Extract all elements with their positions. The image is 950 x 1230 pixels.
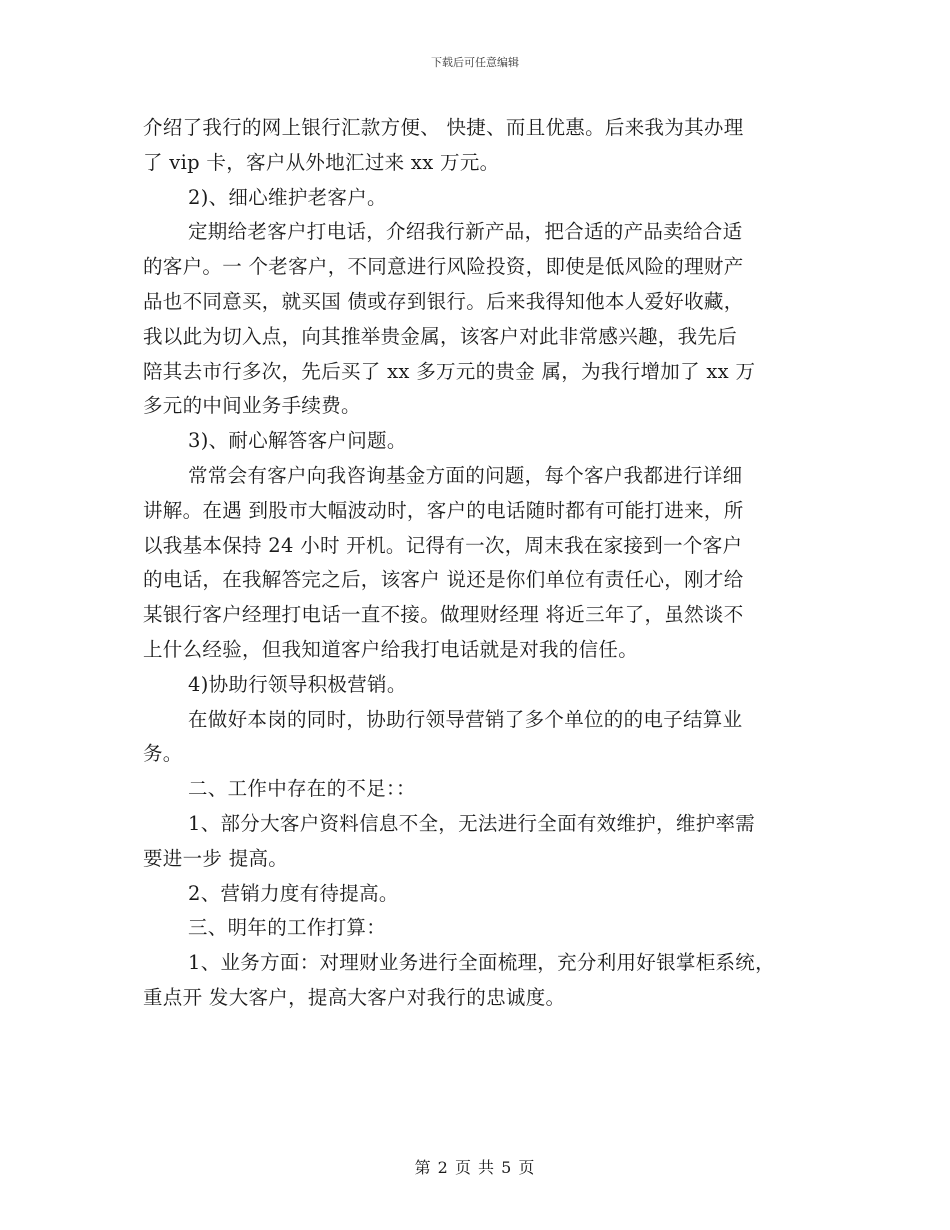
text-line: 2、营销力度有待提高。 — [188, 881, 399, 905]
text-line: 1、部分大客户资料信息不全，无法进行全面有效维护，维护率需 — [188, 811, 756, 835]
text-line: 常常会有客户向我咨询基金方面的问题，每个客户我都进行详细 — [188, 463, 743, 487]
text-line: 要进一步 提高。 — [143, 846, 289, 870]
section-heading: 二、工作中存在的不足：： — [188, 777, 416, 801]
text-line: 我以此为切入点，向其推举贵金属，该客户对此非常感兴趣，我先后 — [143, 324, 738, 348]
page-header: 下载后可任意编辑 — [431, 56, 519, 69]
text-line: 定期给老客户打电话，介绍我行新产品，把合适的产品卖给合适 — [188, 220, 743, 244]
section-heading: 三、明年的工作打算： — [188, 916, 387, 940]
section-heading: 4)协助行领导积极营销。 — [188, 672, 407, 696]
section-heading: 3)、耐心解答客户问题。 — [188, 429, 407, 453]
text-line: 在做好本岗的同时，协助行领导营销了多个单位的的电子结算业 — [188, 707, 743, 731]
text-line: 陪其去市行多次，先后买了 xx 多万元的贵金 属，为我行增加了 xx 万 — [143, 359, 756, 383]
page-number-footer: 第 2 页 共 5 页 — [414, 1158, 536, 1177]
text-line: 的客户。一 个老客户，不同意进行风险投资，即使是低风险的理财产 — [143, 255, 744, 279]
section-heading: 2)、细心维护老客户。 — [188, 185, 387, 209]
text-line: 以我基本保持 24 小时 开机。记得有一次，周末我在家接到一个客户 — [143, 533, 743, 557]
text-line: 某银行客户经理打电话一直不接。做理财经理 将近三年了，虽然谈不 — [143, 603, 744, 627]
text-line: 上什么经验，但我知道客户给我打电话就是对我的信任。 — [143, 637, 639, 661]
text-line: 了 vip 卡，客户从外地汇过来 xx 万元。 — [143, 150, 500, 174]
text-line: 品也不同意买，就买国 债或存到银行。后来我得知他本人爱好收藏， — [143, 289, 744, 313]
text-line: 讲解。在遇 到股市大幅波动时，客户的电话随时都有可能打进来，所 — [143, 498, 744, 522]
document-body — [143, 111, 813, 1016]
text-line: 的电话，在我解答完之后，该客户 说还是你们单位有责任心，刚才给 — [143, 568, 744, 592]
text-line: 务。 — [143, 742, 183, 766]
text-line: 1、业务方面：对理财业务进行全面梳理，充分利用好银掌柜系统， — [188, 951, 775, 975]
text-line: 多元的中间业务手续费。 — [143, 394, 361, 418]
text-line: 重点开 发大客户，提高大客户对我行的忠诚度。 — [143, 985, 566, 1009]
text-line: 介绍了我行的网上银行汇款方便、 快捷、而且优惠。后来我为其办理 — [143, 116, 744, 139]
